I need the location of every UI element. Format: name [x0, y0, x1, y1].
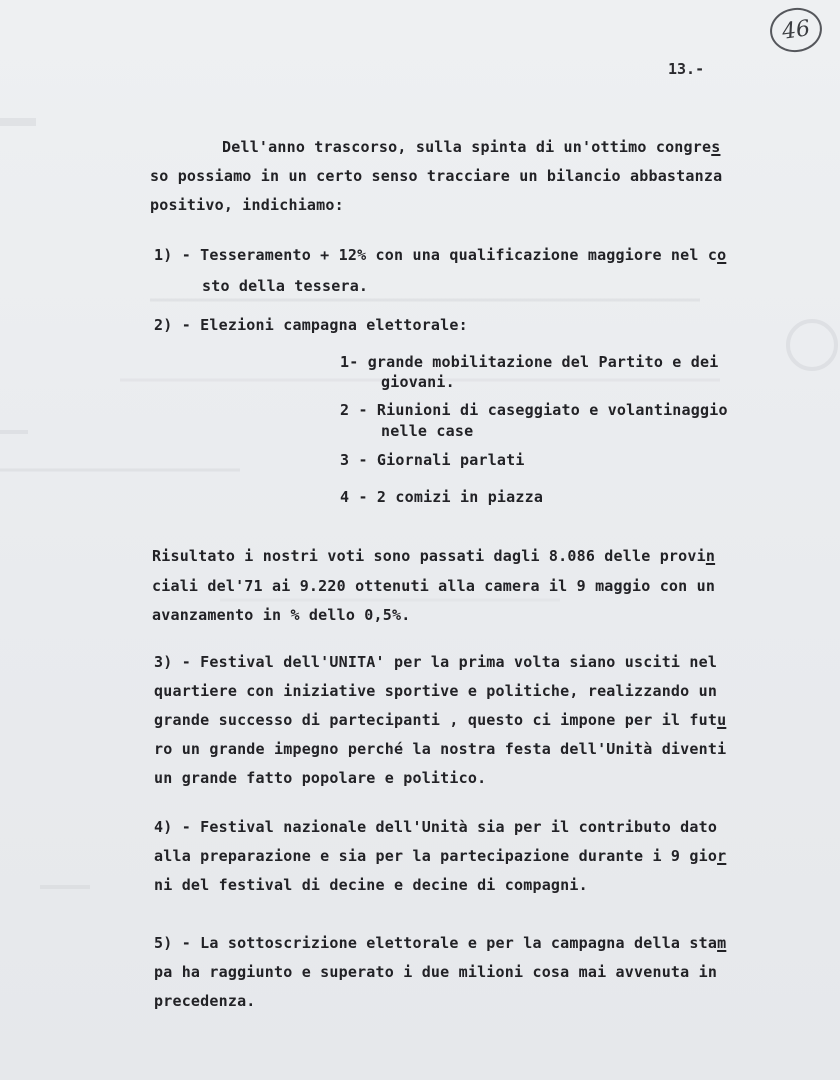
- item-3-line-2: quartiere con iniziative sportive e politiche, realizzando un: [154, 682, 718, 700]
- item-3-line-4: ro un grande impegno perché la nostra festa dell'Unità diventi: [154, 740, 727, 758]
- item-4-line-1: 4) - Festival nazionale dell'Unità sia per il contributo dato: [154, 818, 718, 836]
- result-line-3: avanzamento in % dello 0,5%.: [152, 606, 411, 624]
- item-3-line-1: 3) - Festival dell'UNITA' per la prima volta siano usciti nel: [154, 653, 718, 671]
- intro-line-1: Dell'anno trascorso, sulla spinta di un'ottimo congres: [222, 138, 721, 156]
- item-2-sub-2b: nelle case: [381, 422, 474, 440]
- page-number: 13.-: [668, 60, 705, 78]
- result-line-1: Risultato i nostri voti sono passati dagli 8.086 delle provin: [152, 547, 716, 565]
- item-1-line-2: sto della tessera.: [202, 277, 369, 295]
- item-2-sub-2a: 2 - Riunioni di caseggiato e volantinaggio: [340, 401, 728, 419]
- item-3-line-3: grande successo di partecipanti , questo ci impone per il futu: [154, 711, 727, 729]
- item-3-line-5: un grande fatto popolare e politico.: [154, 769, 487, 787]
- item-2-sub-1b: giovani.: [381, 373, 455, 391]
- result-line-2: ciali del'71 ai 9.220 ottenuti alla camera il 9 maggio con un: [152, 577, 716, 595]
- item-5-line-3: precedenza.: [154, 992, 256, 1010]
- item-2-sub-3: 3 - Giornali parlati: [340, 451, 525, 469]
- item-4-line-3: ni del festival di decine e decine di compagni.: [154, 876, 588, 894]
- item-1-line-1: 1) - Tesseramento + 12% con una qualificazione maggiore nel co: [154, 246, 727, 264]
- item-2-line-1: 2) - Elezioni campagna elettorale:: [154, 316, 468, 334]
- item-5-line-1: 5) - La sottoscrizione elettorale e per la campagna della stam: [154, 934, 727, 952]
- intro-line-3: positivo, indichiamo:: [150, 196, 344, 214]
- item-2-sub-1a: 1- grande mobilitazione del Partito e dei: [340, 353, 719, 371]
- intro-line-2: so possiamo in un certo senso tracciare un bilancio abbastanza: [150, 167, 723, 185]
- archive-stamp: [767, 5, 825, 56]
- archive-stamp-number: 46: [780, 15, 812, 45]
- item-4-line-2: alla preparazione e sia per la partecipazione durante i 9 gior: [154, 847, 727, 865]
- item-5-line-2: pa ha raggiunto e superato i due milioni cosa mai avvenuta in: [154, 963, 718, 981]
- item-2-sub-4: 4 - 2 comizi in piazza: [340, 488, 544, 506]
